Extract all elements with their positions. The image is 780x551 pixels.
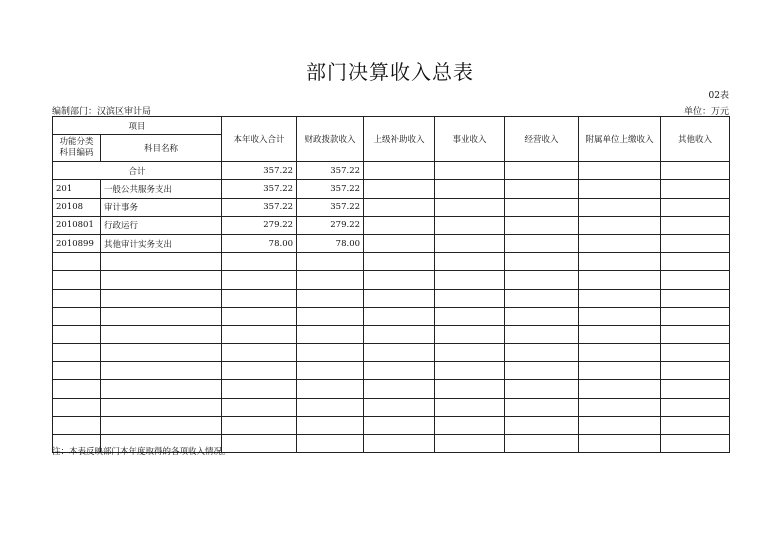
empty-cell [222,435,297,453]
value-cell [435,180,505,198]
empty-cell [364,416,435,434]
value-cell [364,216,435,234]
value-cell [505,234,579,252]
empty-cell [579,398,661,416]
total-cell [435,162,505,180]
total-cell: 357.22 [297,162,364,180]
empty-cell [53,344,101,362]
empty-cell [222,398,297,416]
empty-row [53,398,730,416]
value-cell [364,180,435,198]
empty-cell [101,380,222,398]
empty-cell [101,253,222,271]
empty-cell [297,307,364,325]
func-code-cell: 201 [53,180,101,198]
empty-cell [222,344,297,362]
table-note: 注：本表反映部门本年度取得的各项收入情况。 [52,447,231,457]
value-cell: 279.22 [222,216,297,234]
col-header-1: 财政拨款收入 [297,117,364,162]
total-row [53,162,730,180]
unit-label: 单位：万元 [683,107,729,117]
empty-cell [53,416,101,434]
total-cell [661,162,730,180]
col-header-2: 上级补助收入 [364,117,435,162]
value-cell: 78.00 [222,234,297,252]
empty-cell [661,416,730,434]
col-header-6: 其他收入 [661,117,730,162]
project-header: 项目 [53,117,222,135]
empty-cell [579,344,661,362]
value-cell [364,234,435,252]
header-row-1 [53,117,730,135]
empty-cell [364,307,435,325]
func-code-cell: 2010899 [53,234,101,252]
empty-cell [101,271,222,289]
value-cell [505,180,579,198]
empty-cell [297,416,364,434]
value-cell [579,180,661,198]
empty-cell [435,271,505,289]
empty-cell [297,289,364,307]
col-header-0: 本年收入合计 [222,117,297,162]
empty-row [53,325,730,343]
empty-cell [297,380,364,398]
table-row [53,216,730,234]
empty-cell [364,362,435,380]
income-summary-table [52,116,730,453]
empty-cell [101,325,222,343]
prepared-by: 编制部门：汉滨区审计局 [52,107,152,117]
empty-cell [435,362,505,380]
empty-row [53,416,730,434]
form-code: 02表 [708,91,729,101]
empty-cell [435,289,505,307]
col-header-4: 经营收入 [505,117,579,162]
value-cell [661,216,730,234]
empty-cell [364,289,435,307]
empty-cell [222,325,297,343]
report-title: 部门决算收入总表 [306,60,474,84]
empty-cell [101,344,222,362]
value-cell: 357.22 [297,198,364,216]
empty-cell [579,253,661,271]
empty-cell [222,253,297,271]
empty-cell [661,271,730,289]
table-row [53,234,730,252]
empty-cell [435,416,505,434]
empty-cell [661,325,730,343]
total-cell: 357.22 [222,162,297,180]
value-cell [661,234,730,252]
empty-cell [505,362,579,380]
value-cell: 357.22 [222,180,297,198]
value-cell [579,216,661,234]
empty-cell [53,325,101,343]
empty-cell [661,289,730,307]
empty-cell [297,253,364,271]
col-header-5: 附属单位上缴收入 [579,117,661,162]
empty-cell [53,289,101,307]
empty-cell [579,362,661,380]
total-label: 合计 [53,162,222,180]
empty-cell [364,253,435,271]
empty-cell [505,271,579,289]
value-cell [435,234,505,252]
empty-cell [505,344,579,362]
empty-cell [364,344,435,362]
subject-name-cell: 行政运行 [101,216,222,234]
value-cell: 357.22 [222,198,297,216]
empty-cell [435,380,505,398]
empty-cell [297,398,364,416]
empty-cell [435,307,505,325]
empty-cell [53,398,101,416]
empty-cell [53,271,101,289]
empty-row [53,362,730,380]
empty-cell [435,253,505,271]
empty-cell [435,344,505,362]
empty-cell [101,289,222,307]
empty-cell [222,307,297,325]
empty-cell [222,416,297,434]
empty-cell [505,416,579,434]
value-cell [579,198,661,216]
empty-row [53,380,730,398]
value-cell [579,234,661,252]
empty-cell [661,253,730,271]
empty-cell [101,307,222,325]
empty-cell [101,398,222,416]
empty-cell [505,307,579,325]
value-cell: 78.00 [297,234,364,252]
empty-cell [435,325,505,343]
empty-cell [364,271,435,289]
empty-cell [53,253,101,271]
empty-cell [661,398,730,416]
empty-cell [661,362,730,380]
empty-cell [579,289,661,307]
empty-cell [297,344,364,362]
empty-cell [53,362,101,380]
empty-cell [222,380,297,398]
value-cell [505,198,579,216]
empty-cell [435,435,505,453]
func-code-cell: 20108 [53,198,101,216]
empty-cell [661,380,730,398]
func-code-header: 功能分类 科目编码 [53,135,101,162]
empty-cell [579,307,661,325]
func-code-cell: 2010801 [53,216,101,234]
empty-cell [579,416,661,434]
table-row [53,180,730,198]
empty-cell [364,325,435,343]
empty-cell [661,435,730,453]
empty-cell [101,362,222,380]
empty-cell [505,380,579,398]
empty-row [53,271,730,289]
total-cell [364,162,435,180]
value-cell [505,216,579,234]
empty-cell [505,289,579,307]
empty-cell [505,325,579,343]
total-cell [579,162,661,180]
empty-cell [297,325,364,343]
subject-name-header: 科目名称 [101,135,222,162]
subject-name-cell: 审计事务 [101,198,222,216]
empty-cell [579,271,661,289]
empty-cell [297,362,364,380]
empty-cell [505,253,579,271]
empty-cell [364,435,435,453]
subject-name-cell: 其他审计实务支出 [101,234,222,252]
empty-cell [297,435,364,453]
empty-cell [661,307,730,325]
empty-row [53,344,730,362]
empty-cell [579,435,661,453]
value-cell [661,180,730,198]
empty-row [53,307,730,325]
col-header-3: 事业收入 [435,117,505,162]
empty-cell [222,362,297,380]
empty-cell [222,289,297,307]
value-cell [435,216,505,234]
empty-cell [53,307,101,325]
value-cell: 279.22 [297,216,364,234]
empty-cell [435,398,505,416]
empty-cell [364,380,435,398]
empty-cell [222,271,297,289]
table-row [53,198,730,216]
table-body [53,162,730,453]
empty-row [53,253,730,271]
empty-row [53,289,730,307]
empty-cell [579,325,661,343]
value-cell [435,198,505,216]
value-cell: 357.22 [297,180,364,198]
empty-cell [661,344,730,362]
empty-cell [505,435,579,453]
value-cell [661,198,730,216]
subject-name-cell: 一般公共服务支出 [101,180,222,198]
value-cell [364,198,435,216]
empty-cell [101,416,222,434]
total-cell [505,162,579,180]
empty-cell [53,380,101,398]
empty-cell [505,398,579,416]
empty-cell [297,271,364,289]
empty-cell [579,380,661,398]
empty-cell [364,398,435,416]
